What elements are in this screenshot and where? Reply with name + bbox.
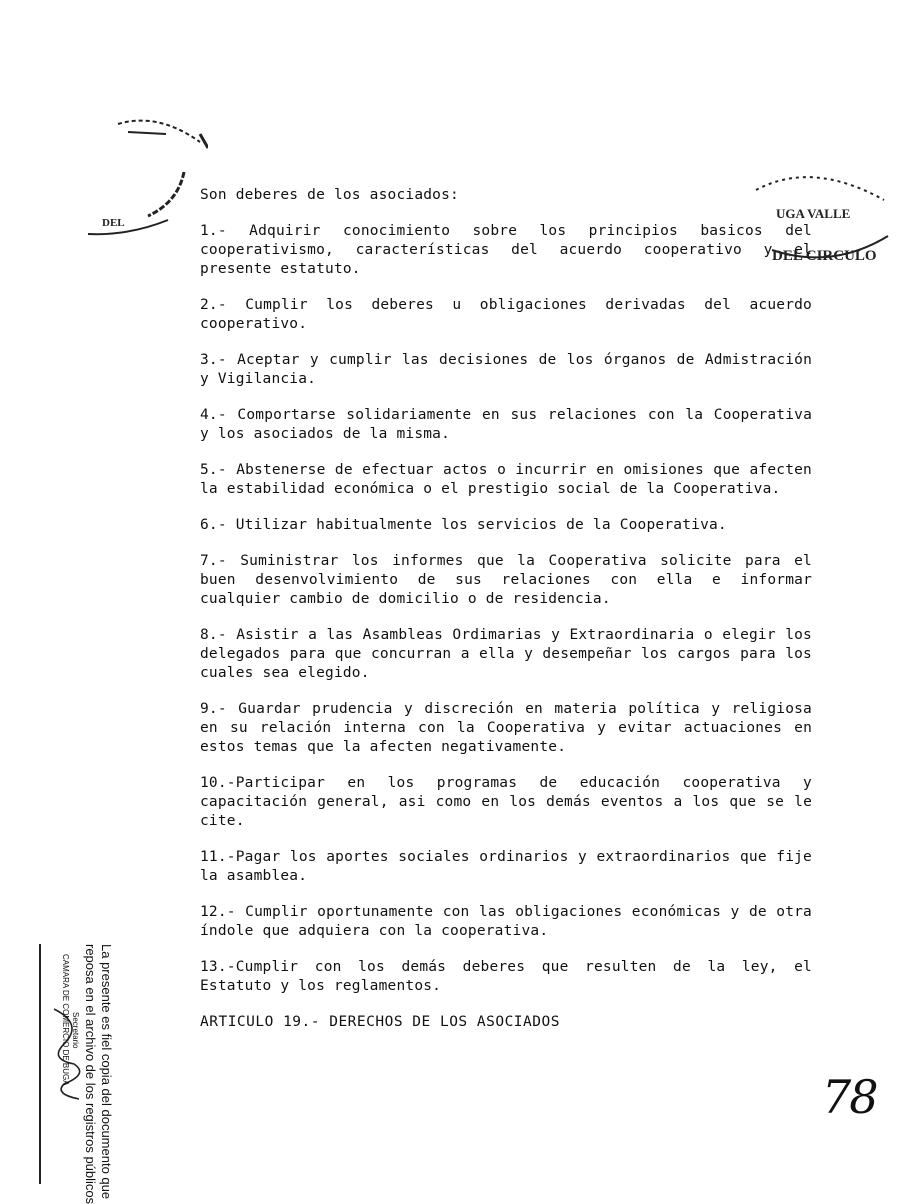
certification-note — [14, 944, 124, 1204]
duty-item: 5.- Abstenerse de efectuar actos o incurrir en omisiones que afecten la estabilidad económica o el prestigio social de la Cooperativa. — [200, 462, 812, 497]
duty-item: 4.- Comportarse solidariamente en sus relaciones con la Cooperativa y los asociados de la misma. — [200, 407, 812, 442]
certification-line2: reposa en el archivo de los registros públicos — [83, 944, 98, 1204]
duty-item: 8.- Asistir a las Asambleas Ordimarias y Extraordinaria o elegir los delegados para que concurran a ella y desempeñar los cargos para los cuales sea elegido. — [200, 627, 812, 681]
left-stamp — [88, 112, 208, 242]
duty-item: 11.-Pagar los aportes sociales ordinarios y extraordinarios que fije la asamblea. — [200, 849, 812, 884]
duty-item: 3.- Aceptar y cumplir las decisiones de los órganos de Admistración y Vigilancia. — [200, 352, 812, 387]
duty-item: 9.- Guardar prudencia y discreción en materia política y religiosa en su relación interna con la Cooperativa y evitar actuaciones en estos temas que la afecten negativamente. — [200, 701, 812, 755]
article-heading: ARTICULO 19.- DERECHOS DE LOS ASOCIADOS — [200, 1014, 560, 1030]
certification-text — [60, 944, 114, 1204]
duty-item: 12.- Cumplir oportunamente con las obligaciones económicas y de otra índole que adquiera con la cooperativa. — [200, 904, 812, 939]
duty-item: 2.- Cumplir los deberes u obligaciones derivadas del acuerdo cooperativo. — [200, 297, 812, 332]
certification-line1: La presente es fiel copia del documento que — [99, 944, 114, 1200]
right-stamp-line2: DEL CIRCULO — [772, 248, 877, 264]
page-number: 78 — [822, 1070, 877, 1124]
document-body — [200, 186, 812, 1047]
vertical-rule — [38, 944, 42, 1184]
duty-item: 13.-Cumplir con los demás deberes que resulten de la ley, el Estatuto y los reglamentos. — [200, 959, 812, 994]
duty-item: 1.- Adquirir conocimiento sobre los principios basicos del cooperativismo, características del acuerdo cooperativo y el presente estatuto. — [200, 223, 812, 277]
duty-item: 6.- Utilizar habitualmente los servicios de la Cooperativa. — [200, 517, 727, 533]
duty-item: 7.- Suministrar los informes que la Cooperativa solicite para el buen desenvolvimiento de sus relaciones con ella e informar cualquier cambio de domicilio o de residencia. — [200, 553, 812, 607]
duty-item: 10.-Participar en los programas de educación cooperativa y capacitación general, asi como en los demás eventos a los que se le cite. — [200, 775, 812, 829]
left-stamp-text: DEL — [102, 217, 125, 229]
intro-text: Son deberes de los asociados: — [200, 187, 459, 203]
signer-title: Secretario — [71, 1012, 80, 1049]
institution-name: CAMARA DE COMERCIO DE BUGA — [61, 954, 70, 1086]
right-stamp-line1: UGA VALLE — [776, 206, 851, 221]
